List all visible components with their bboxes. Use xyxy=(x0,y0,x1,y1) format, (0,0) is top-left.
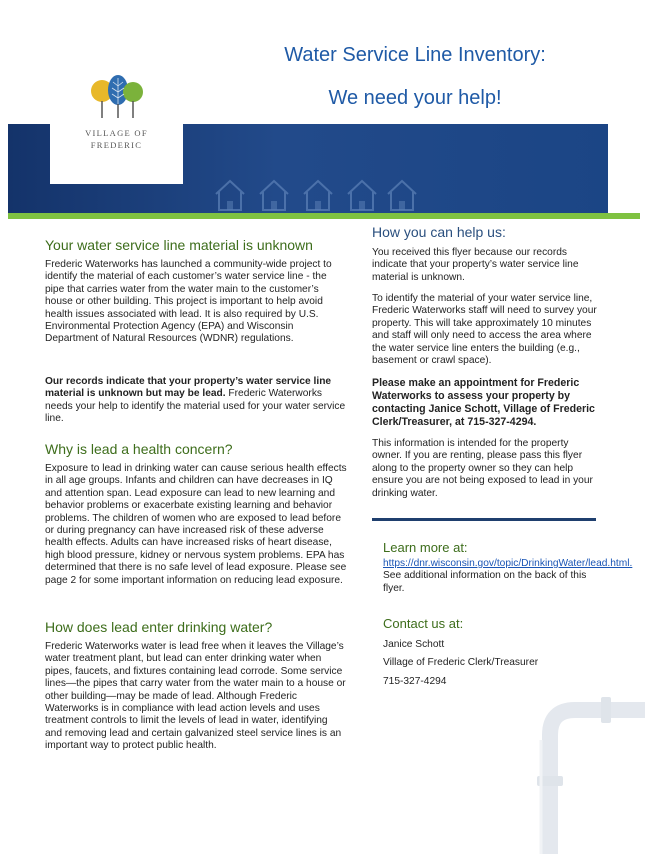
section-title-unknown-material: Your water service line material is unknown xyxy=(45,237,313,253)
section-title-lead-entry: How does lead enter drinking water? xyxy=(45,619,273,635)
houses-illustration xyxy=(208,172,428,212)
contact-phone: 715-327-4294 xyxy=(383,676,447,687)
section-title-how-to-help: How you can help us: xyxy=(372,224,506,240)
contact-title: Contact us at: xyxy=(383,616,464,631)
paragraph-health-effects: Exposure to lead in drinking water can cause serious health effects in all age groups. Infants and children can have decreases in IQ and attention span. Lead exposure can lead to new learning and behavior problems or exacerbate existing learning and behavior problems. The children of women who are exposed to lead before or during pregnancy can have increased risk of these adverse health effects. Adults can have increased risks of heart disease, high blood pressure, kidney or nervous system problems. EPA has determined that there is no safe level of lead exposure. Please see page 2 for some important information on reducing lead exposure. xyxy=(45,463,347,586)
section-divider xyxy=(372,518,596,521)
contact-role: Village of Frederic Clerk/Treasurer xyxy=(383,657,539,668)
paragraph-records-notice xyxy=(45,376,347,426)
records-notice-rest: Frederic Waterworks needs your help to identify the material used for your water service line. xyxy=(45,388,346,425)
paragraph-lead-entry: Frederic Waterworks water is lead free when it leaves the Village’s water treatment plant, but lead can enter drinking water when pipes, faucets, and fixtures containing lead corrode. Some service lines—the pipes that carry water from the water main to a house or other building—may be made of lead. Although Frederic Waterworks is in compliance with lead action levels and uses treatment controls to limit the levels of lead in water, identifying and removing lead and certain galvanized steel service lines is an important way to protect public health. xyxy=(45,641,346,752)
tree-logo-icon xyxy=(88,74,148,120)
paragraph-renter-info: This information is intended for the property owner. If you are renting, please pass this flyer along to the property owner so they can help ensure you are not being exposed to lead in your drinking water. xyxy=(372,438,593,499)
section-title-health-concern: Why is lead a health concern? xyxy=(45,441,233,457)
paragraph-appointment: Please make an appointment for Frederic Waterworks to assess your property by contacting Janice Schott, Village of Frederic Clerk/Treasurer, at 715-327-4294. xyxy=(372,377,595,428)
learn-more-rest: See additional information on the back of this flyer. xyxy=(383,570,587,594)
learn-more-text xyxy=(383,558,633,595)
logo-text-line2: FREDERIC xyxy=(90,140,143,150)
green-stripe xyxy=(8,213,640,219)
pipe-illustration xyxy=(505,680,645,854)
page-title: Water Service Line Inventory: xyxy=(284,44,546,66)
records-notice-bold: Our records indicate that your property’s water service line material is unknown but may be lead. xyxy=(45,376,332,400)
paragraph-survey-info: To identify the material of your water service line, Frederic Waterworks staff will need to survey your property. This will take approximately 10 minutes and staff will only need to access the area where the water service line enters the building (e.g., basement or crawl space). xyxy=(372,293,597,367)
village-logo xyxy=(50,58,183,184)
paragraph-project-intro: Frederic Waterworks has launched a community-wide project to identify the material of each customer’s water service line - the pipe that carries water from the water main to the customer’s house or other building. This project is important to help avoid health issues associated with lead. It is also required by U.S. Environmental Protection Agency (EPA) and Wisconsin Department of Natural Resources (WDNR) regulations. xyxy=(45,259,332,345)
contact-name: Janice Schott xyxy=(383,639,445,650)
learn-more-title: Learn more at: xyxy=(383,540,468,555)
page-subtitle: We need your help! xyxy=(328,87,502,109)
paragraph-flyer-reason: You received this flyer because our records indicate that your property’s water service line material is unknown. xyxy=(372,247,579,283)
dnr-link[interactable]: https://dnr.wisconsin.gov/topic/DrinkingWater/lead.html. xyxy=(383,558,633,569)
logo-text-line1: VILLAGE OF xyxy=(85,128,148,138)
